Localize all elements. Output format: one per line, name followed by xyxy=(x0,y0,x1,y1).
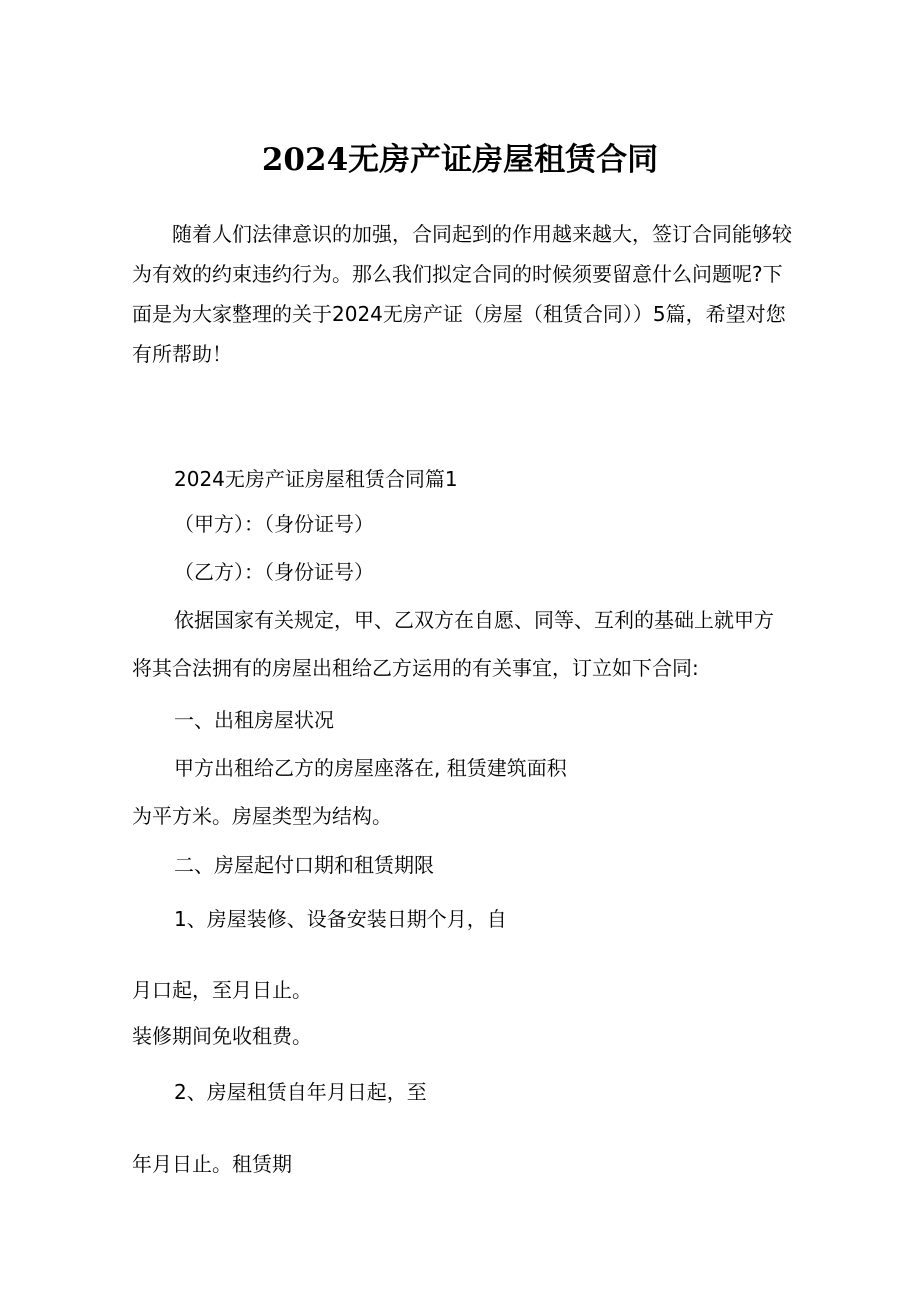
clause2-heading: 二、房屋起付口期和租赁期限 xyxy=(174,853,434,877)
clause1-line-1: 甲方出租给乙方的房屋座落在, 租赁建筑面积 xyxy=(174,756,567,780)
basis-line-1: 依据国家有关规定，甲、乙双方在自愿、同等、互利的基础上就甲方 xyxy=(174,608,774,632)
clause2-item2-line-1: 2、房屋租赁自年月日起，至 xyxy=(174,1080,427,1104)
clause2-item1-line-1: 1、房屋装修、设备安装日期个月，自 xyxy=(174,907,507,931)
intro-paragraph: 随着人们法律意识的加强，合同起到的作用越来越大，签订合同能够较为有效的约束违约行为。那么我们拟定合同的时候须要留意什么问题呢?下面是为大家整理的关于2024无房产证（房屋（租赁合同））5篇，希望对您有所帮助！ xyxy=(132,222,792,366)
section-heading: 2024无房产证房屋租赁合同篇1 xyxy=(174,467,458,491)
party-a-line: （甲方）：（身份证号） xyxy=(174,512,374,536)
document-title: 2024无房产证房屋租赁合同 xyxy=(261,142,659,178)
clause2-item2-line-2: 年月日止。租赁期 xyxy=(132,1152,292,1176)
clause1-line-2: 为平方米。房屋类型为结构。 xyxy=(132,804,392,828)
basis-line-2: 将其合法拥有的房屋出租给乙方运用的有关事宜，订立如下合同: xyxy=(132,656,699,680)
clause2-item1-line-3: 装修期间免收租费。 xyxy=(132,1024,312,1048)
clause1-heading: 一、出租房屋状况 xyxy=(174,708,334,732)
clause2-item1-line-2: 月口起，至月日止。 xyxy=(132,978,312,1002)
party-b-line: （乙方）：（身份证号） xyxy=(174,560,374,584)
